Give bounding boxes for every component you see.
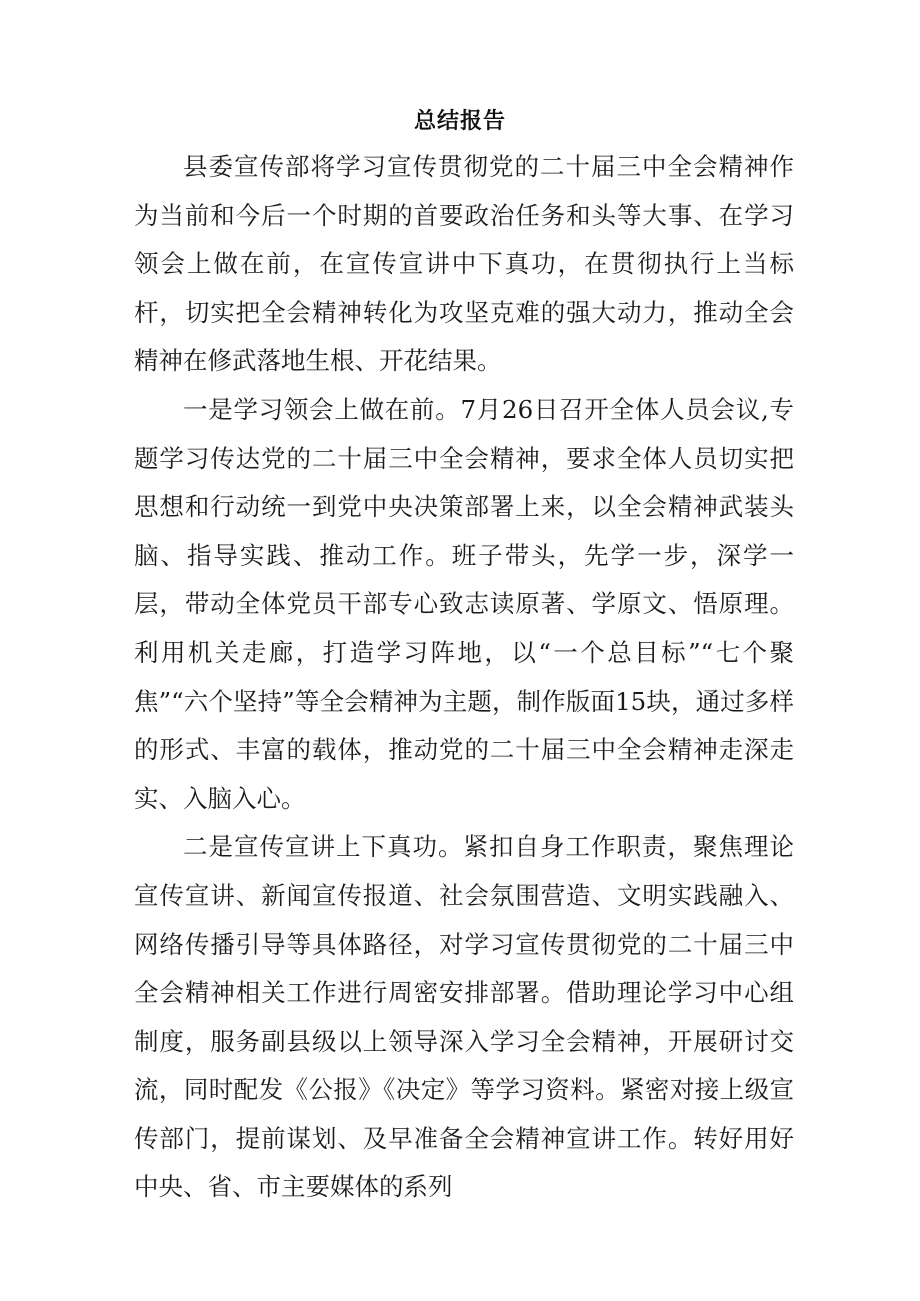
paragraph-publicity: 二是宣传宣讲上下真功。紧扣自身工作职责，聚焦理论宣传宣讲、新闻宣传报道、社会氛围营造、文明实践融入、网络传播引导等具体路径，对学习宣传贯彻党的二十届三中全会精神相关工作进行周密安排部署。借助理论学习中心组制度，服务副县级以上领导深入学习全会精神，开展研讨交流，同时配发《公报》《决定》等学习资料。紧密对接上级宣传部门，提前谋划、及早准备全会精神宣讲工作。转好用好中央、省、市主要媒体的系列 (134, 832, 794, 1202)
paragraph-study: 一是学习领会上做在前。7月26日召开全体人员会议,专题学习传达党的二十届三中全会精神，要求全体人员切实把思想和行动统一到党中央决策部署上来，以全会精神武装头脑、指导实践、推动工作。班子带头，先学一步，深学一层，带动全体党员干部专心致志读原著、学原文、悟原理。利用机关走廊，打造学习阵地，以“一个总目标”“七个聚焦”“六个坚持”等全会精神为主题，制作版面15块，通过多样的形式、丰富的载体，推动党的二十届三中全会精神走深走实、入脑入心。 (134, 394, 794, 813)
document-body (134, 143, 794, 1212)
paragraph-intro: 县委宣传部将学习宣传贯彻党的二十届三中全会精神作为当前和今后一个时期的首要政治任务和头等大事、在学习领会上做在前，在宣传宣讲中下真功，在贯彻执行上当标杆，切实把全会精神转化为攻坚克难的强大动力，推动全会精神在修武落地生根、开花结果。 (134, 152, 794, 376)
document-title: 总结报告 (413, 109, 506, 134)
